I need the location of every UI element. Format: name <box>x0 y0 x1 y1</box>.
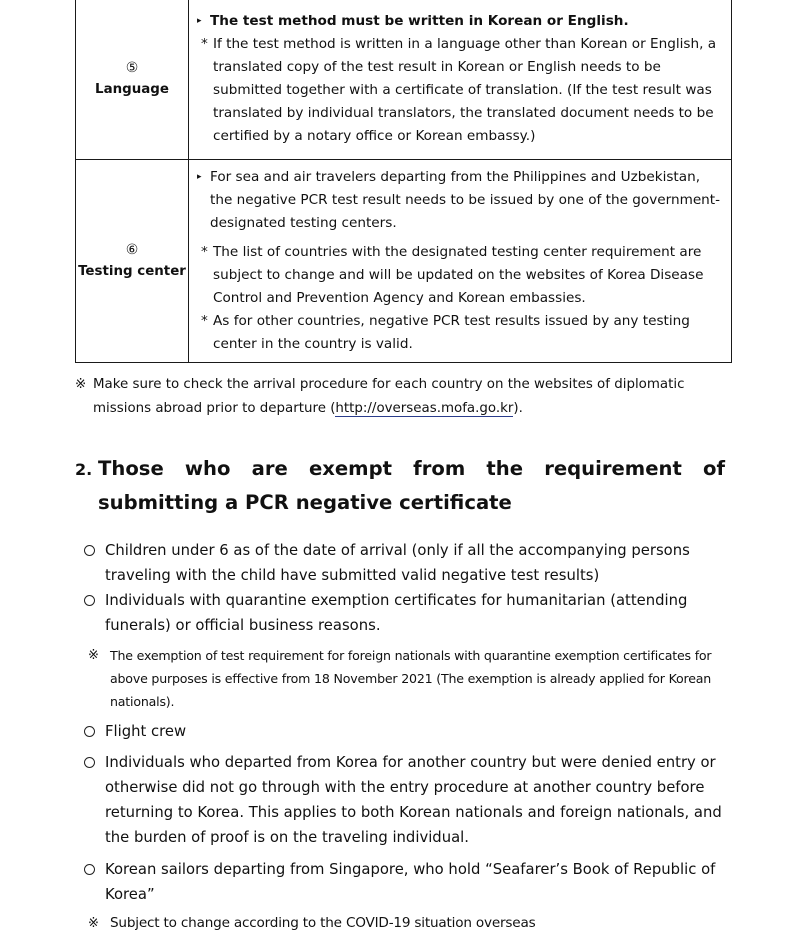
item-text: Individuals with quarantine exemption certificates for humanitarian (attending funerals) or official business reasons. <box>105 592 688 634</box>
note-text-after: ). <box>513 400 523 416</box>
table-row-testing-center <box>76 160 732 363</box>
triangle-bullet-icon: ▸ <box>197 16 202 26</box>
note-text <box>75 373 735 420</box>
note-text: As for other countries, negative PCR test results issued by any testing center in the country is valid. <box>213 313 690 352</box>
lead-line <box>197 10 721 33</box>
circle-bullet-icon <box>84 757 95 768</box>
row-number: ⑤ <box>125 60 139 76</box>
note-text: The exemption of test requirement for foreign nationals with quarantine exemption certificates for above purposes is effective from 18 November 2021 (The exemption is already applied for Korean nationals). <box>110 648 712 709</box>
lead-text: The test method must be written in Korean or English. <box>210 13 629 29</box>
situation-note <box>88 912 724 935</box>
note-line <box>197 241 721 310</box>
section-title: Those who are exempt from the requirement of submitting a PCR negative certificate <box>98 457 725 514</box>
note-text-before: Make sure to check the arrival procedure for each country on the websites of diplomatic missions abroad prior to departure ( <box>93 377 685 416</box>
table-row-language <box>76 0 732 160</box>
section-heading <box>75 452 725 520</box>
list-item <box>84 588 724 638</box>
exemption-list <box>84 538 724 935</box>
reference-mark-icon: ※ <box>88 916 99 931</box>
row-number: ⑥ <box>125 242 139 258</box>
asterisk-icon: * <box>201 313 208 329</box>
item-text: Individuals who departed from Korea for another country but were denied entry or otherwise did not go through with the entry procedure at another country before returning to Korea. This applies to both Korean nationals and foreign nationals, and the burden of proof is on the traveling individual. <box>105 754 722 846</box>
item-text: Children under 6 as of the date of arrival (only if all the accompanying persons traveling with the child have submitted valid negative test results) <box>105 542 690 584</box>
exemption-note <box>88 644 724 713</box>
triangle-bullet-icon: ▸ <box>197 172 202 182</box>
lead-line <box>197 166 721 235</box>
arrival-procedure-note <box>75 373 735 420</box>
note-text: If the test method is written in a language other than Korean or English, a translated copy of the test result in Korean or English needs to be submitted together with a certificate of translation. (If the test result was translated by individual translators, the translated document needs to be certified by a notary office or Korean embassy.) <box>213 36 717 144</box>
note-text: Subject to change according to the COVID-19 situation overseas <box>110 915 536 931</box>
asterisk-icon: * <box>201 244 208 260</box>
circle-bullet-icon <box>84 545 95 556</box>
item-text: Korean sailors departing from Singapore, who hold “Seafarer’s Book of Republic of Korea” <box>105 861 716 903</box>
note-line <box>197 33 721 148</box>
circle-bullet-icon <box>84 595 95 606</box>
reference-mark-icon: ※ <box>75 377 87 392</box>
requirements-table <box>75 0 732 363</box>
mofa-link[interactable]: http://overseas.mofa.go.kr <box>335 400 514 416</box>
item-text: Flight crew <box>105 723 187 740</box>
row-label-text: Language <box>95 82 169 97</box>
row-content-testing-center <box>189 160 732 363</box>
reference-mark-icon: ※ <box>88 648 99 663</box>
row-label-language <box>76 0 189 160</box>
row-label-text: Testing center <box>78 264 186 279</box>
circle-bullet-icon <box>84 864 95 875</box>
list-item <box>84 857 724 907</box>
circle-bullet-icon <box>84 726 95 737</box>
note-line <box>197 310 721 356</box>
row-label-testing-center <box>76 160 189 363</box>
list-item <box>84 538 724 588</box>
list-item <box>84 719 724 744</box>
section-number: 2. <box>75 460 93 479</box>
asterisk-icon: * <box>201 36 208 52</box>
list-item <box>84 750 724 850</box>
lead-text: For sea and air travelers departing from the Philippines and Uzbekistan, the negative PCR test result needs to be issued by one of the government-designated testing centers. <box>210 169 721 231</box>
note-text: The list of countries with the designated testing center requirement are subject to change and will be updated on the websites of Korea Disease Control and Prevention Agency and Korean embassies. <box>213 244 704 306</box>
row-content-language <box>189 0 732 160</box>
